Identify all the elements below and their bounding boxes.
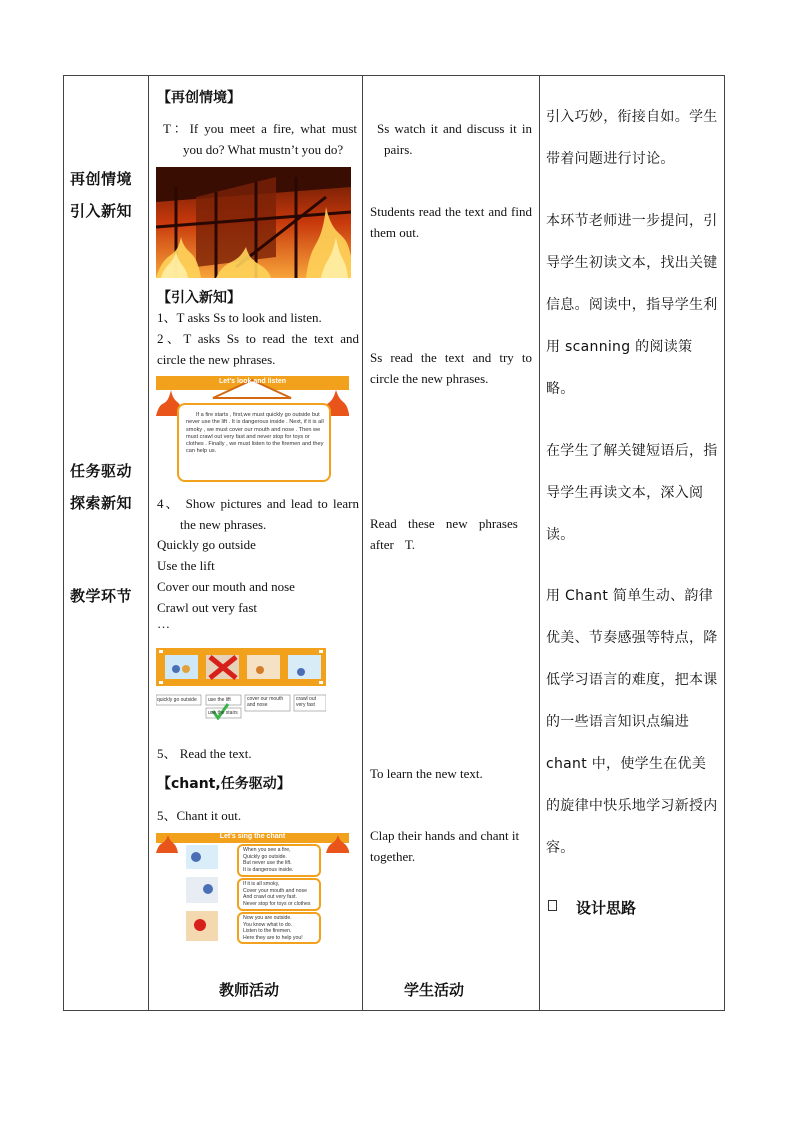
phrase-item: … — [157, 616, 170, 631]
teacher-step: 1、T asks Ss to look and listen. — [157, 310, 322, 325]
phrase-picture-strip — [156, 642, 326, 720]
look-listen-text: If a fire starts , first,we must quickly go outside but never use the lift . It is dangerous inside . Next, if it is all smoky , we must cover our mouth and nose . Then we must crawl out very fast and never stop for toys or clothes . Finally , we must listen to the firemen and they can help us. — [186, 412, 324, 455]
teacher-question: T：If you meet a fire, what must you do? What mustn’t you do? — [163, 121, 357, 157]
chant-title: Let's sing the chant — [219, 833, 286, 840]
design-thinking-label: 设计思路 — [576, 899, 637, 917]
chant-line: It is dangerous inside. — [243, 866, 294, 873]
teacher-step: 2、T asks Ss to read the text and circle the new phrases. — [157, 331, 359, 367]
teacher-column — [149, 76, 362, 1010]
phrase-item: Cover our mouth and nose — [157, 579, 295, 594]
fire-illustration — [156, 167, 351, 278]
stage-label: 再创情境 — [70, 170, 133, 188]
chant-line: You know what to do. — [243, 921, 293, 928]
chant-verse-2 — [243, 881, 319, 907]
phrase-item: Crawl out very fast — [157, 600, 258, 615]
design-paragraph: 用 Chant 简单生动、韵律优美、节奏感强等特点，降低学习语言的难度，把本课的一些语言知识点编进 chant 中，使学生在优美的旋律中快乐地学习新授内容。 — [546, 588, 718, 856]
phrase-item: Quickly go outside — [157, 537, 256, 552]
strip-label: cover our mouth and nose — [247, 696, 284, 708]
strip-label: quickly go outside — [157, 697, 197, 703]
lesson-table — [63, 75, 725, 1011]
chant-line: Quickly go outside. — [243, 853, 287, 860]
chant-image — [156, 833, 349, 944]
strip-label: use the lift — [208, 697, 231, 703]
phrase-item: Use the lift — [157, 558, 215, 573]
teacher-step: 5、 Read the text. — [157, 746, 252, 761]
design-paragraph: 引入巧妙，衔接自如。学生带着问题进行讨论。 — [546, 109, 718, 167]
section-heading: 【chant,任务驱动】 — [157, 776, 291, 792]
design-column — [540, 76, 726, 1010]
chant-line: Here they are to help you! — [243, 934, 303, 941]
look-listen-title: Let's look and listen — [218, 378, 286, 385]
fire-photo — [156, 167, 351, 278]
student-column — [363, 76, 539, 1010]
chant-line: If it is all smoky, — [243, 881, 280, 887]
chant-verse-3 — [243, 915, 319, 941]
teacher-step: 4、 Show pictures and lead to learn the new phrases. — [157, 496, 359, 532]
teacher-step: 5、Chant it out. — [157, 808, 242, 823]
chant-verse-1 — [243, 847, 319, 873]
stage-label: 引入新知 — [70, 202, 133, 220]
student-activity: To learn the new text. — [370, 766, 483, 781]
stage-column — [64, 76, 148, 1010]
strip-label: crawl out very fast — [296, 696, 317, 708]
student-activity: Read these new phrases after T. — [370, 516, 518, 552]
phrase-strip-graphic — [156, 642, 326, 720]
student-activity: Ss read the text and try to circle the new phrases. — [370, 350, 532, 386]
chant-line: Now you are outside. — [243, 915, 292, 921]
stage-label: 探索新知 — [70, 494, 133, 512]
section-heading: 【再创情境】 — [157, 90, 241, 106]
teacher-activity-label: 教师活动 — [219, 981, 280, 999]
section-heading: 【引入新知】 — [157, 290, 241, 306]
chant-line: Cover your mouth and nose — [243, 887, 308, 894]
student-activity: Ss watch it and discuss it in pairs. — [377, 121, 532, 157]
student-activity: Clap their hands and chant it together. — [370, 828, 520, 864]
design-paragraph: 在学生了解关键短语后，指导学生再读文本，深入阅读。 — [546, 443, 718, 543]
student-activity: Students read the text and find them out. — [370, 204, 532, 240]
chant-line: Never stop for toys or clothes — [243, 900, 311, 907]
strip-label: use the stairs — [208, 710, 238, 716]
stage-label: 任务驱动 — [70, 462, 133, 480]
stage-label: 教学环节 — [70, 587, 133, 605]
chant-line: And crawl out very fast. — [243, 894, 297, 900]
student-activity-label: 学生活动 — [404, 981, 465, 999]
look-listen-image — [156, 376, 349, 484]
chant-line: Listen to the firemen. — [243, 928, 292, 934]
design-paragraph: 本环节老师进一步提问，引导学生初读文本，找出关键信息。阅读中，指导学生利用 scanning 的阅读策略。 — [546, 213, 718, 397]
chant-line: When you see a fire, — [243, 847, 291, 853]
checkbox-icon — [548, 900, 557, 911]
chant-line: But never use the lift. — [243, 860, 292, 866]
